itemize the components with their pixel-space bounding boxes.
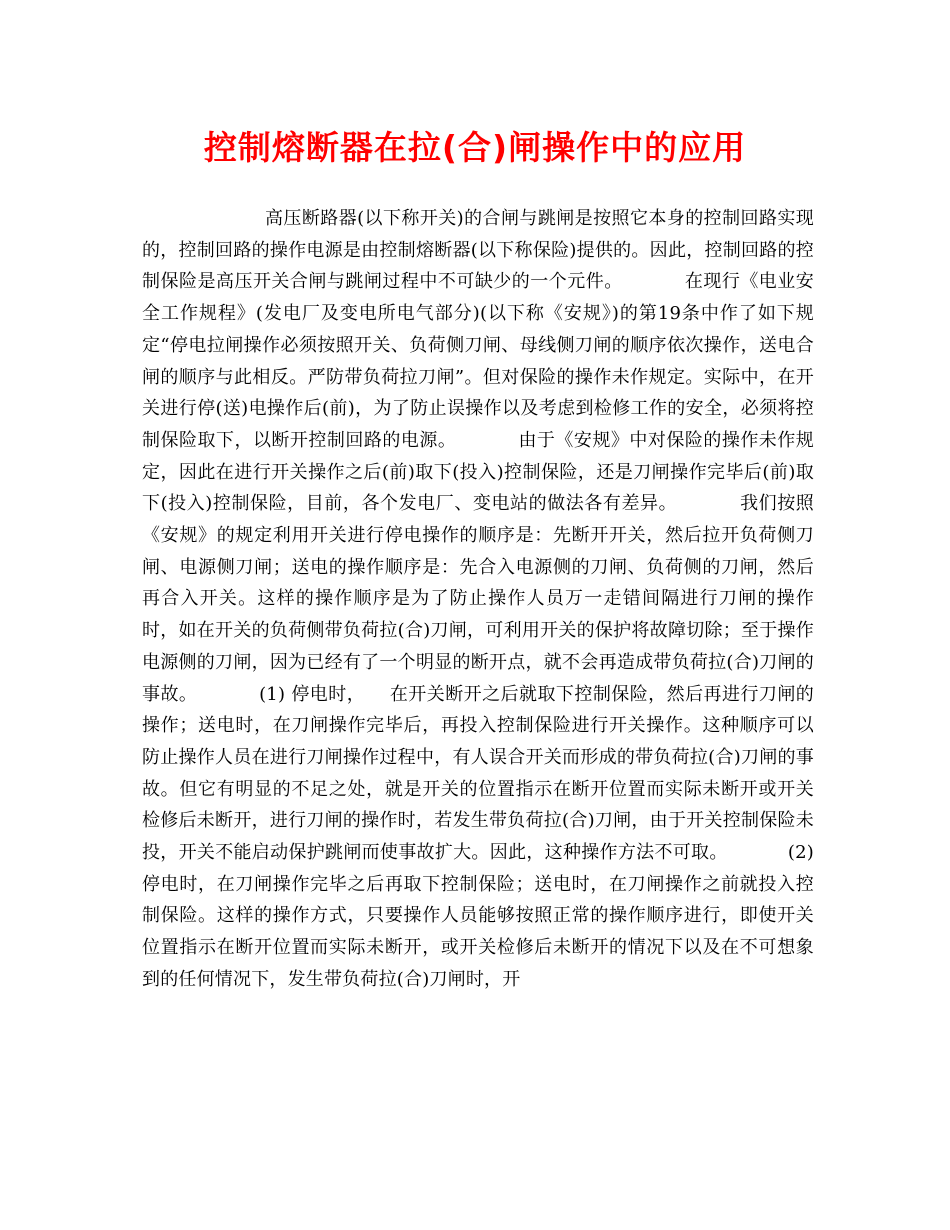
document-body: 高压断路器(以下称开关)的合闸与跳闸是按照它本身的控制回路实现的，控制回路的操作电源是由控制熔断器(以下称保险)提供的。因此，控制回路的控制保险是高压开关合闸与跳闸过程中不可缺少的一个元件。 在现行《电业安全工作规程》(发电厂及变电所电气部分)(以下称《安规》)的第19条中作了如下规定“停电拉闸操作必须按照开关、负荷侧刀闸、母线侧刀闸的顺序依次操作，送电合闸的顺序与此相反。严防带负荷拉刀闸”。但对保险的操作未作规定。实际中，在开关进行停(送)电操作后(前)，为了防止误操作以及考虑到检修工作的安全，必须将控制保险取下，以断开控制回路的电源。 由于《安规》中对保险的操作未作规定，因此在进行开关操作之后(前)取下(投入)控制保险，还是刀闸操作完毕后(前)取下(投入)控制保险，目前，各个发电厂、变电站的做法各有差异。 我们按照《安规》的规定利用开关进行停电操作的顺序是：先断开开关，然后拉开负荷侧刀闸、电源侧刀闸；送电的操作顺序是：先合入电源侧的刀闸、负荷侧的刀闸，然后再合入开关。这样的操作顺序是为了防止操作人员万一走错间隔进行刀闸的操作时，如在开关的负荷侧带负荷拉(合)刀闸，可利用开关的保护将故障切除；至于操作电源侧的刀闸，因为已经有了一个明显的断开点，就不会再造成带负荷拉(合)刀闸的事故。 (1) 停电时， 在开关断开之后就取下控制保险，然后再进行刀闸的操作；送电时，在刀闸操作完毕后，再投入控制保险进行开关操作。这种顺序可以防止操作人员在进行刀闸操作过程中，有人误合开关而形成的带负荷拉(合)刀闸的事故。但它有明显的不足之处，就是开关的位置指示在断开位置而实际未断开或开关检修后未断开，进行刀闸的操作时，若发生带负荷拉(合)刀闸，由于开关控制保险未投，开关不能启动保护跳闸而使事故扩大。因此，这种操作方法不可取。 (2) 停电时，在刀闸操作完毕之后再取下控制保险；送电时，在刀闸操作之前就投入控制保险。这样的操作方式，只要操作人员能够按照正常的操作顺序进行，即使开关位置指示在断开位置而实际未断开，或开关检修后未断开的情况下以及在不可想象到的任何情况下，发生带负荷拉(合)刀闸时，开	[142, 208, 820, 990]
document-title: 控制熔断器在拉(合)闸操作中的应用	[203, 128, 747, 167]
